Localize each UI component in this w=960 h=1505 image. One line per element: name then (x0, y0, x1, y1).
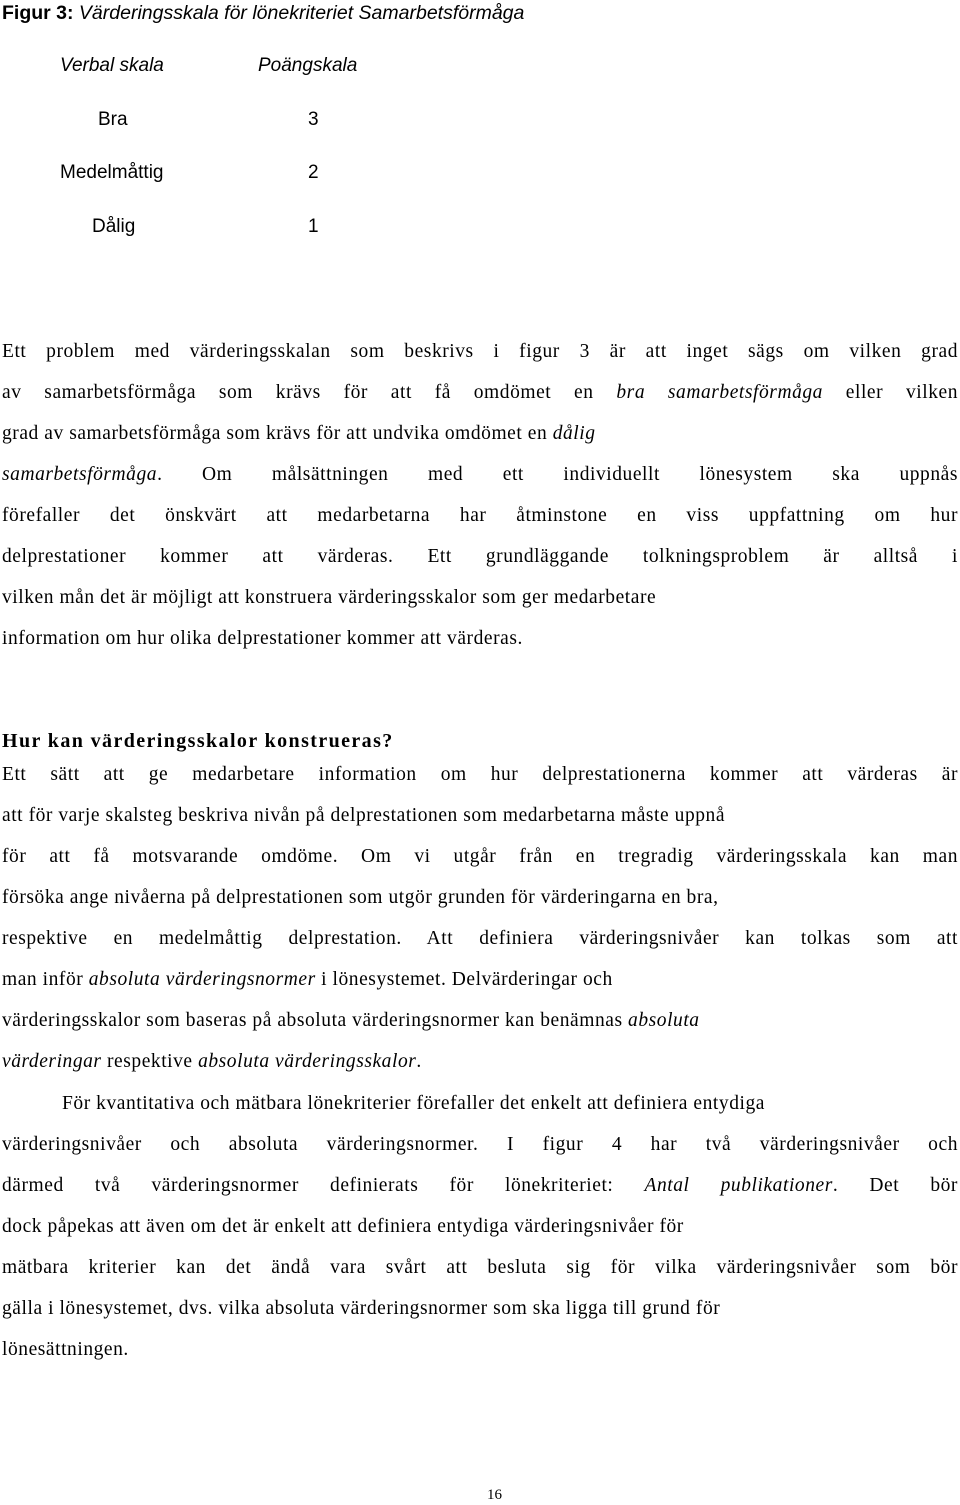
figure-title (2, 0, 524, 26)
scale-row-verbal: Bra (98, 109, 128, 130)
scale-row-points: 2 (308, 162, 319, 183)
text-line: av samarbetsförmåga som krävs för att få omdömet en bra samarbetsförmåga eller vilken (2, 382, 959, 403)
text-line: lönesättningen. (2, 1339, 129, 1360)
text-line: delprestationer kommer att värderas. Ett grundläggande tolkningsproblem är alltså i (2, 546, 958, 567)
text-line: gälla i lönesystemet, dvs. vilka absoluta värderingsnormer som ska ligga till grund för (2, 1298, 721, 1319)
text-line: vilken mån det är möjligt att konstruera värderingsskalor som ger medarbetare (2, 587, 657, 608)
figure-caption: Värderingsskala för lönekriteriet Samarbetsförmåga (78, 2, 525, 24)
text-line: dock påpekas att även om det är enkelt att definiera entydiga värderingsnivåer för (2, 1216, 684, 1237)
text-line: mätbara kriterier kan det ändå vara svårt att besluta sig för vilka värderingsnivåer som bör (2, 1257, 958, 1278)
text-line: grad av samarbetsförmåga som krävs för att undvika omdömet en dålig (2, 423, 596, 444)
text-line: För kvantitativa och mätbara lönekriterier förefaller det enkelt att definiera entydiga (62, 1093, 765, 1114)
paragraph-2 (2, 754, 958, 1082)
figure-label: Figur 3: (2, 2, 74, 24)
page-number: 16 (487, 1487, 502, 1503)
text-line: försöka ange nivåerna på delprestationen som utgör grunden för värderingarna en bra, (2, 887, 719, 908)
text-line: värderingar respektive absoluta värderingsskalor. (2, 1051, 422, 1072)
paragraph-3 (2, 1083, 958, 1370)
paragraph-1 (2, 331, 958, 659)
scale-row-verbal: Dålig (92, 216, 136, 237)
text-line: förefaller det önskvärt att medarbetarna har åtminstone en viss uppfattning om hur (2, 505, 958, 526)
text-line: Ett sätt att ge medarbetare information om hur delprestationerna kommer att värderas är (2, 764, 958, 785)
scale-row-points: 1 (308, 216, 319, 237)
text-line: samarbetsförmåga. Om målsättningen med ett individuellt lönesystem ska uppnås (2, 464, 958, 485)
text-line: värderingsskalor som baseras på absoluta värderingsnormer kan benämnas absoluta (2, 1010, 700, 1031)
scale-header-verbal: Verbal skala (60, 55, 164, 76)
text-line: respektive en medelmåttig delprestation. Att definiera värderingsnivåer kan tolkas som att (2, 928, 958, 949)
text-line: att för varje skalsteg beskriva nivån på delprestationen som medarbetarna måste uppnå (2, 805, 726, 826)
text-line: därmed två värderingsnormer definierats för lönekriteriet: Antal publikationer. Det bör (2, 1175, 958, 1196)
text-line: värderingsnivåer och absoluta värderingsnormer. I figur 4 har två värderingsnivåer och (2, 1134, 958, 1155)
scale-row-points: 3 (308, 109, 319, 130)
text-line: för att få motsvarande omdöme. Om vi utgår från en tregradig värderingsskala kan man (2, 846, 958, 867)
text-line: information om hur olika delprestationer kommer att värderas. (2, 628, 523, 649)
section-heading: Hur kan värderingsskalor konstrueras? (2, 730, 394, 752)
scale-header-points: Poängskala (258, 55, 358, 76)
scale-row-verbal: Medelmåttig (60, 162, 164, 183)
text-line: man inför absoluta värderingsnormer i lönesystemet. Delvärderingar och (2, 969, 613, 990)
text-line: Ett problem med värderingsskalan som beskrivs i figur 3 är att inget sägs om vilken grad (2, 341, 958, 362)
